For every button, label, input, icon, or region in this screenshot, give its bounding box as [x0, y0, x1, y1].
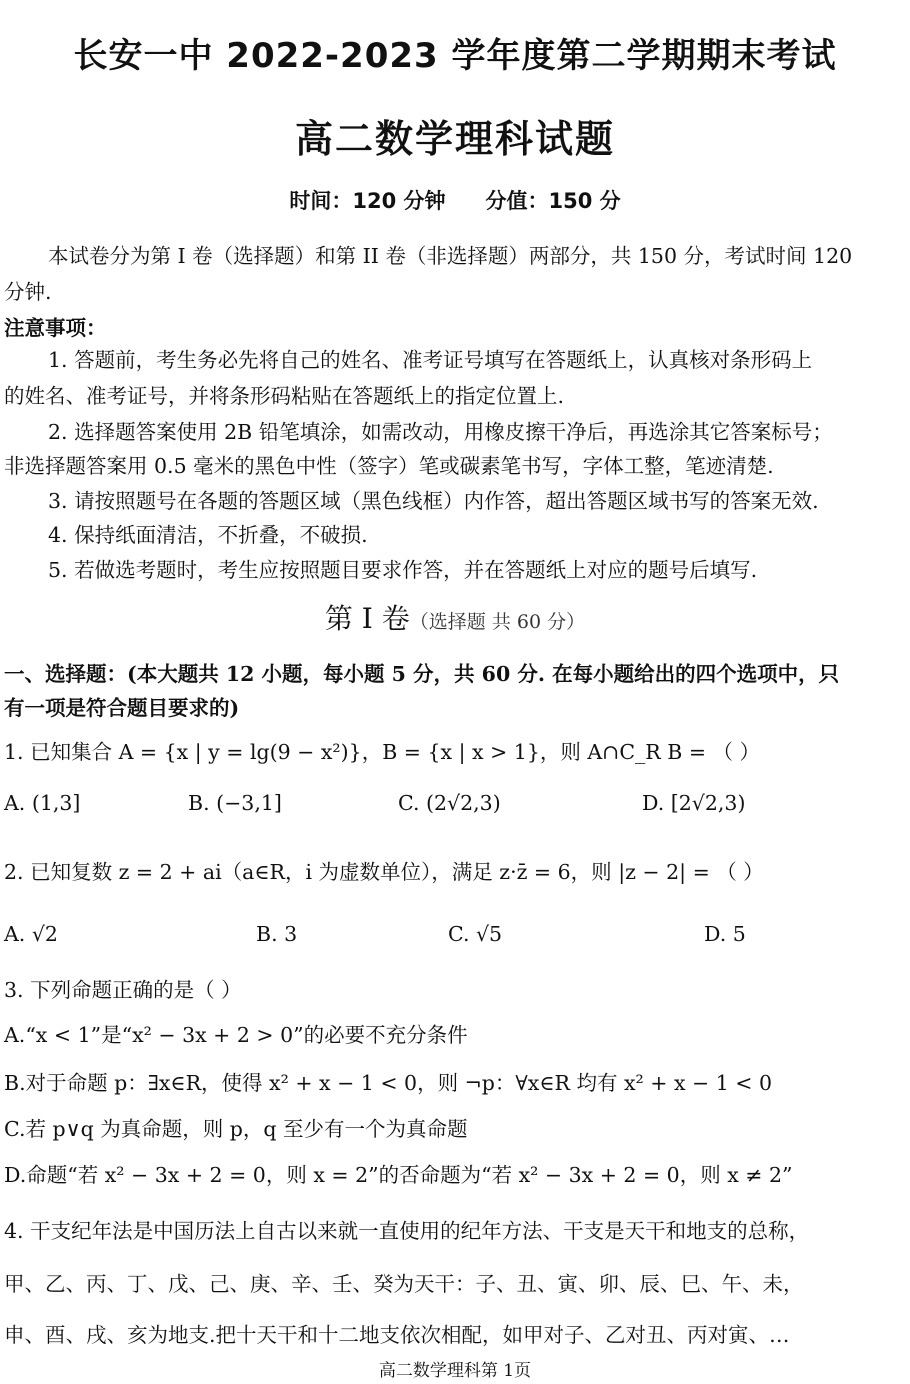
question-3-option-d: D.命题“若 x² − 3x + 2 = 0，则 x = 2”的否命题为“若 x² − 3x + 2 = 0，则 x ≠ 2” [4, 1163, 793, 1187]
section-title-main: 第 I 卷 [324, 602, 410, 635]
notice-item-3: 3. 请按照题号在各题的答题区域（黑色线框）内作答，超出答题区域书写的答案无效. [48, 489, 819, 513]
section-title [0, 597, 910, 637]
notice-item-5: 5. 若做选考题时，考生应按照题目要求作答，并在答题纸上对应的题号后填写. [48, 558, 758, 582]
notice-item-1a: 1. 答题前，考生务必先将自己的姓名、准考证号填写在答题纸上，认真核对条形码上 [48, 348, 813, 372]
question-2-option-c: C. √5 [448, 922, 503, 946]
question-1-option-a: A. (1,3] [4, 791, 81, 815]
notice-item-2a: 2. 选择题答案使用 2B 铅笔填涂，如需改动，用橡皮擦干净后，再选涂其它答案标号； [48, 420, 833, 444]
question-1-option-d: D. [2√2,3) [642, 791, 746, 815]
question-3-option-b: B.对于命题 p：∃x∈R，使得 x² + x − 1 < 0，则 ¬p：∀x∈R 均有 x² + x − 1 < 0 [4, 1071, 773, 1095]
part1-heading-line-2: 有一项是符合题目要求的) [4, 696, 240, 720]
question-4-line-2: 甲、乙、丙、丁、戊、己、庚、辛、壬、癸为天干：子、丑、寅、卯、辰、巳、午、未， [4, 1272, 804, 1296]
exam-title: 长安一中 2022-2023 学年度第二学期期末考试 [73, 36, 837, 76]
question-2-option-b: B. 3 [256, 922, 298, 946]
question-1-option-c: C. (2√2,3) [398, 791, 501, 815]
exam-info [0, 185, 910, 215]
score-label: 分值：150 分 [485, 189, 621, 213]
question-2-option-a: A. √2 [4, 922, 58, 946]
question-3-option-c: C.若 p∨q 为真命题，则 p，q 至少有一个为真命题 [4, 1117, 468, 1141]
notice-item-4: 4. 保持纸面清洁，不折叠，不破损. [48, 523, 368, 547]
page-footer: 高二数学理科第 1页 [378, 1361, 532, 1381]
section-title-sub: （选择题 共 60 分） [409, 611, 586, 633]
notice-item-2b: 非选择题答案用 0.5 毫米的黑色中性（签字）笔或碳素笔书写，字体工整，笔迹清楚. [4, 454, 774, 478]
exam-subtitle: 高二数学理科试题 [294, 117, 615, 161]
question-3-stem: 3. 下列命题正确的是（ ） [4, 978, 242, 1002]
intro-line-2: 分钟. [4, 280, 52, 304]
question-2-option-d: D. 5 [704, 922, 746, 946]
time-label: 时间：120 分钟 [289, 189, 446, 213]
notice-heading: 注意事项： [4, 316, 107, 340]
question-4-line-1: 4. 干支纪年法是中国历法上自古以来就一直使用的纪年方法、干支是天干和地支的总称， [4, 1219, 810, 1243]
question-4-line-3: 申、酉、戌、亥为地支.把十天干和十二地支依次相配，如甲对子、乙对丑、丙对寅、… [4, 1323, 790, 1347]
part1-heading-line-1: 一、选择题：(本大题共 12 小题，每小题 5 分，共 60 分. 在每小题给出的四个选项中，只 [4, 662, 840, 686]
question-1-stem: 1. 已知集合 A = {x | y = lg(9 − x²)}，B = {x | x > 1}，则 A∩C_R B = （ ） [4, 740, 761, 764]
question-2-stem: 2. 已知复数 z = 2 + ai（a∈R，i 为虚数单位），满足 z·z̄ = 6，则 |z − 2| = （ ） [4, 860, 764, 884]
notice-item-1b: 的姓名、准考证号，并将条形码粘贴在答题纸上的指定位置上. [4, 384, 565, 408]
question-1-option-b: B. (−3,1] [188, 791, 282, 815]
question-3-option-a: A.“x < 1”是“x² − 3x + 2 > 0”的必要不充分条件 [4, 1023, 468, 1047]
intro-line-1: 本试卷分为第 I 卷（选择题）和第 II 卷（非选择题）两部分，共 150 分，考试时间 120 [48, 244, 853, 268]
